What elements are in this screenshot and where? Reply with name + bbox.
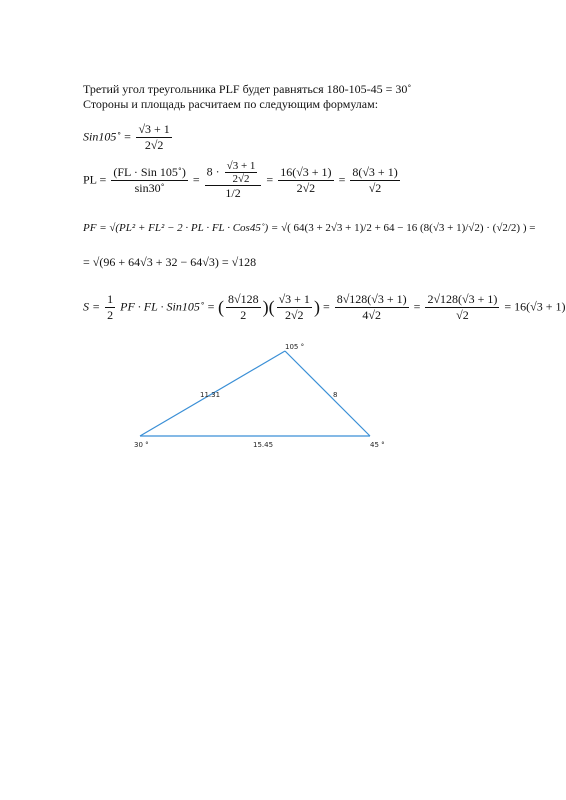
pl-f3-numerator: 16(√3 + 1) <box>280 165 332 179</box>
pl-f2-num-a: 8 · <box>206 164 220 179</box>
area-c <box>335 292 409 323</box>
pl-f2-denominator: 1/2 <box>225 186 241 200</box>
area-half <box>105 292 115 323</box>
pl-lhs: PL = <box>83 172 107 187</box>
pf-lhs: PF = √(PL² + FL² − 2 · PL · FL · Cos45˚) = <box>83 222 279 234</box>
vertex-label-30: 30 ° <box>134 441 149 449</box>
vertex-label-45: 45 ° <box>370 441 385 449</box>
area-c-num: 8√128(√3 + 1) <box>336 292 407 306</box>
pl-f1-denominator: sin30˚ <box>134 181 165 195</box>
formula-pf-line2: = √(96 + 64√3 + 32 − 64√3) = √128 <box>83 255 257 269</box>
area-a-den: 2 <box>240 308 247 322</box>
intro-line-1: Третий угол треугольника PLF будет равняться 180-105-45 = 30˚ <box>83 82 412 96</box>
pl-f4-denominator: √2 <box>368 181 382 195</box>
side-105-45 <box>285 351 370 436</box>
area-c-den: 4√2 <box>362 308 381 322</box>
pl-f2-inner-fraction <box>225 160 258 185</box>
pl-f2-inner-den: 2√2 <box>232 173 250 185</box>
area-a <box>226 292 261 323</box>
area-d-num: 2√128(√3 + 1) <box>427 292 498 306</box>
pl-f4-numerator: 8(√3 + 1) <box>352 165 398 179</box>
pl-fraction-4 <box>350 165 399 196</box>
area-half-den: 2 <box>107 308 114 322</box>
area-result: = 16(√3 + 1) <box>504 299 566 314</box>
area-b-den: 2√2 <box>284 308 304 322</box>
pl-f2-inner-num: √3 + 1 <box>226 160 256 172</box>
sin105-lhs: Sin105˚ = <box>83 129 132 144</box>
formula-pl: PL = $\frac{\text{(FL · Sin 105˚)}}{\sin 30˚}$ = 8 · $\frac{√3 + 1}{2√2}$ 1/2 = $\frac{16(√3 + 1)}{2√2}$ = $\frac{8(√3 + 1)}{√2}$ <box>83 160 398 200</box>
pl-fraction-1 <box>111 165 188 196</box>
formula-area: S = $\frac{1}{2}$ PF · FL · Sin105˚ = ( $\frac{8√128}{2}$ )( $\frac{√3 + 1}{2√2}$ ) = $\frac{8√128(√3 + 1)}{4√2}$ = $\frac{2√128(√3 + 1)}{√2}$ = 16(√3 + 1) <box>83 292 566 322</box>
area-half-num: 1 <box>107 292 114 306</box>
pl-f1-numerator: (FL · Sin 105˚) <box>113 165 186 179</box>
area-lhs: S = <box>83 299 101 314</box>
area-mid: PF · FL · Sin105˚ = <box>120 299 215 314</box>
formula-sin105 <box>83 122 174 153</box>
side-label-15-45: 15.45 <box>253 441 274 449</box>
area-d-den: √2 <box>456 308 469 322</box>
formula-pf <box>83 222 535 234</box>
side-label-8: 8 <box>333 391 338 399</box>
intro-line-2: Стороны и площадь расчитаем по следующим формулам: <box>83 97 379 111</box>
vertex-label-105: 105 ° <box>285 343 305 351</box>
triangle-diagram <box>130 340 400 460</box>
pf-rhs: √( 64(3 + 2√3 + 1)/2 + 64 − 16 (8(√3 + 1)/√2) · (√2/2) ) = <box>281 222 536 234</box>
sin105-denominator: 2√2 <box>144 138 164 152</box>
area-b-num: √3 + 1 <box>278 292 310 306</box>
sin105-fraction <box>136 122 171 153</box>
pl-fraction-3 <box>278 165 333 196</box>
pl-f2-numerator <box>205 160 262 186</box>
area-b <box>277 292 312 323</box>
pl-fraction-2 <box>205 160 262 201</box>
area-d <box>425 292 499 323</box>
sin105-numerator: √3 + 1 <box>138 122 170 136</box>
area-a-num: 8√128 <box>227 292 259 306</box>
side-label-11-31: 11.31 <box>200 391 221 399</box>
pl-f3-denominator: 2√2 <box>296 181 316 195</box>
